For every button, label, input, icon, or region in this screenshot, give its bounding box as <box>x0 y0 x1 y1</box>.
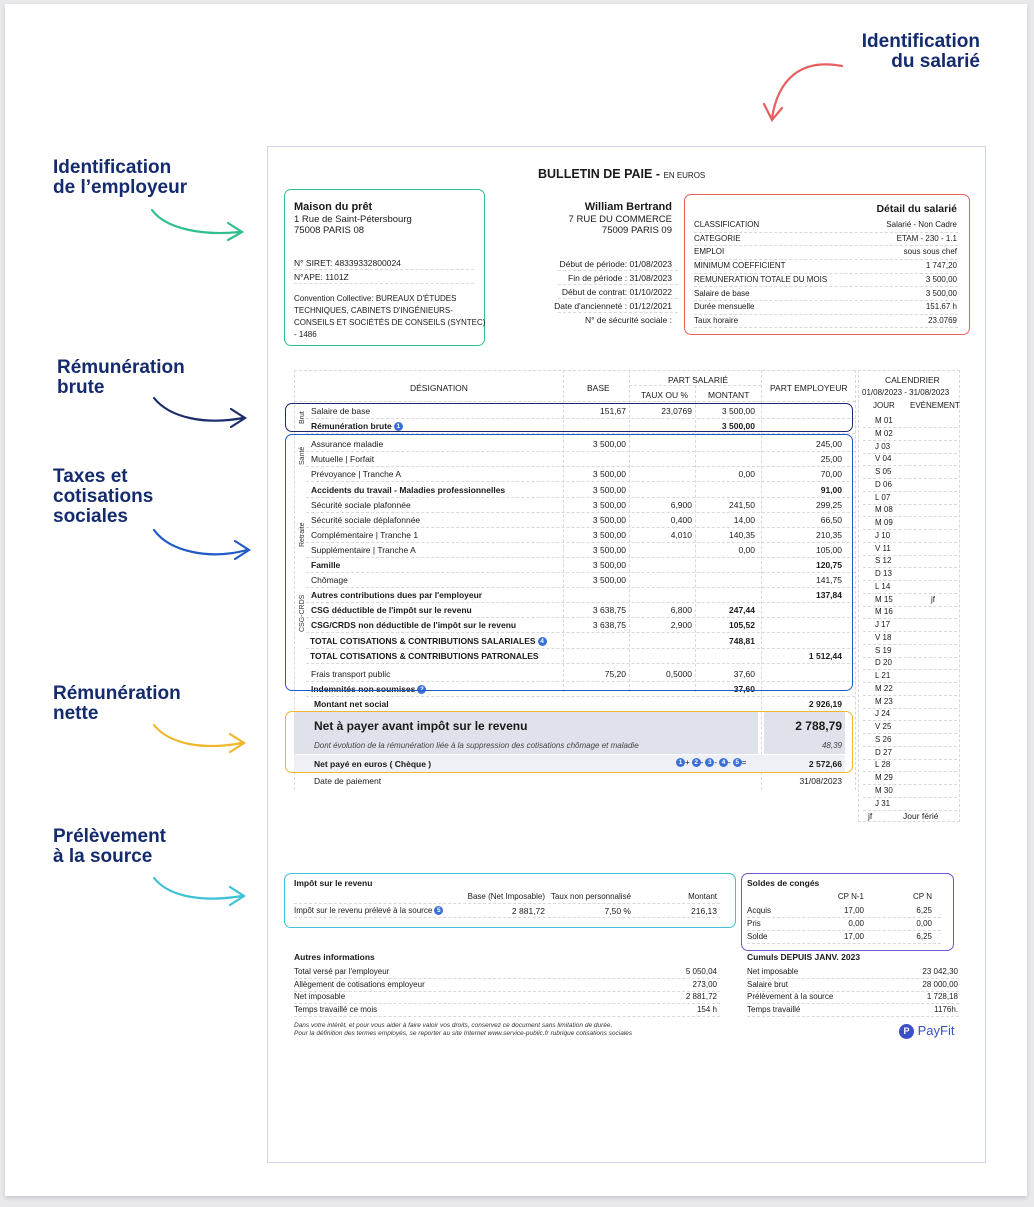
net-social-label: Montant net social <box>314 699 389 709</box>
annotation-line: Identification <box>861 31 980 52</box>
table-row-taux: 6,900 <box>670 499 692 510</box>
detail-value: 3 500,00 <box>925 274 957 284</box>
footnote-line: Pour la définition des termes employés, se reporter au site Internet www.service-public.fr rubrique cotisations sociales <box>294 1030 633 1037</box>
annotation-line: Rémunération <box>57 357 185 378</box>
autres-label: Temps travaillé ce mois <box>294 1005 378 1015</box>
cumuls-value: 28 000,00 <box>922 979 958 989</box>
calendar-day: J 17 <box>875 620 891 629</box>
evolution-label: Dont évolution de la rémunération liée à la suppression des cotisations chômage et maladie <box>314 741 639 750</box>
calendar-day: M 02 <box>875 428 893 438</box>
autres-value: 2 881,72 <box>685 992 717 1002</box>
soldes-col-n: CP N <box>913 892 932 901</box>
detail-divider <box>694 259 958 260</box>
calendar-day: D 13 <box>875 569 892 578</box>
calendar-day: M 29 <box>875 773 893 782</box>
table-row-label: Mutuelle | Forfait <box>311 454 375 465</box>
title-main: BULLETIN DE PAIE - <box>538 167 660 181</box>
table-row-taux: 0,400 <box>670 514 692 525</box>
formula-op: + <box>685 758 690 767</box>
table-row-employeur: 210,35 <box>816 529 842 540</box>
annotation-line: Taxes et <box>53 466 128 487</box>
soldes-n1: 0,00 <box>848 918 864 928</box>
calendar-day: M 08 <box>875 505 893 515</box>
arrow-prelevement-icon <box>154 878 244 905</box>
impot-label-text: Impôt sur le revenu prélevé à la source <box>294 906 433 915</box>
cumuls-label: Prélèvement à la source <box>747 992 834 1002</box>
table-row-base: 3 500,00 <box>592 544 626 555</box>
detail-value: 151.67 h <box>925 302 957 312</box>
soldes-n: 0,00 <box>916 918 932 928</box>
table-row-employeur: 245,00 <box>816 439 842 450</box>
table-row-base: 3 500,00 <box>592 514 626 525</box>
footnote-line: Dans votre intérêt, et pour vous aider à faire valoir vos droits, conservez ce document sans limitation de durée. <box>294 1022 613 1029</box>
autres-value: 5 050,04 <box>685 967 717 976</box>
detail-label: CATEGORIE <box>694 233 741 243</box>
table-row-label: CSG déductible de l'impôt sur le revenu <box>311 605 472 616</box>
date-paiement-value: 31/08/2023 <box>799 776 842 786</box>
calendar-day: S 26 <box>875 734 892 744</box>
date-paiement-label: Date de paiement <box>314 776 382 786</box>
table-row-montant: 37,60 <box>733 668 755 679</box>
detail-label: Taux horaire <box>694 315 739 325</box>
calendar-range: 01/08/2023 - 31/08/2023 <box>862 388 950 397</box>
table-row-taux: 4,010 <box>670 529 692 540</box>
detail-divider <box>694 245 958 246</box>
table-row-taux: 23,0769 <box>661 406 692 416</box>
cumuls-label: Temps travaillé <box>747 1005 801 1015</box>
detail-divider <box>694 327 958 328</box>
table-row-base: 3 500,00 <box>592 469 626 480</box>
formula-op: = <box>741 758 747 767</box>
table-row-label: CSG/CRDS non déductible de l'impôt sur le revenu <box>311 620 517 631</box>
annotation-line: cotisations <box>53 486 154 507</box>
table-row-label: Prévoyance | Tranche A <box>311 469 402 480</box>
table-row-base: 151,67 <box>600 406 626 416</box>
table-row-montant: 0,00 <box>738 544 755 555</box>
table-row-label: Sécurité sociale plafonnée <box>311 499 411 510</box>
calendar-day: V 11 <box>875 543 891 553</box>
impot-taux: 7,50 % <box>604 906 631 916</box>
soldes-divider <box>747 943 941 944</box>
calendar-day: M 01 <box>875 416 893 425</box>
table-row-label: TOTAL COTISATIONS & CONTRIBUTIONS PATRONALES <box>310 650 539 661</box>
taxes-highlight <box>285 434 853 691</box>
table-row-base: 3 500,00 <box>592 499 626 510</box>
ref-2-badge: 2 <box>692 758 701 767</box>
impot-col-montant: Montant <box>688 892 717 901</box>
table-row-label: Supplémentaire | Tranche A <box>311 544 416 555</box>
group-csg: CSG-CRDS <box>299 594 306 632</box>
calendar-day: M 23 <box>875 696 893 706</box>
soldes-title: Soldes de congés <box>747 878 820 888</box>
autres-label: Total versé par l'employeur <box>294 967 390 976</box>
table-row-taux: 6,800 <box>670 605 692 616</box>
table-row-base: 3 638,75 <box>592 620 626 631</box>
annotation-line: à la source <box>53 846 153 867</box>
ref-badge: 1 <box>394 422 403 431</box>
table-row-label: Frais transport public <box>311 668 391 679</box>
detail-divider <box>694 286 958 287</box>
formula-op: - <box>700 758 704 767</box>
table-row-label: Rémunération brute 1 <box>311 421 403 431</box>
calendar-day: J 24 <box>875 709 891 719</box>
detail-label: MINIMUM COEFFICIENT <box>694 261 786 271</box>
cumuls-label: Salaire brut <box>747 979 788 989</box>
table-row-label: TOTAL COTISATIONS & CONTRIBUTIONS SALARIALES 4 <box>310 636 547 646</box>
cumuls-label: Net imposable <box>747 967 799 976</box>
calendar-day: L 07 <box>875 492 891 502</box>
table-row-label: Sécurité sociale déplafonnée <box>311 514 421 525</box>
cumuls-title: Cumuls DEPUIS JANV. 2023 <box>747 952 861 962</box>
table-row-base: 3 500,00 <box>592 439 626 450</box>
employer-siret: N° SIRET: 48339332800024 <box>294 258 401 268</box>
table-row-base: 3 500,00 <box>592 484 626 495</box>
ref-4-badge: 4 <box>719 758 728 767</box>
table-row-employeur: 25,00 <box>820 454 842 465</box>
annotation-line: Rémunération <box>53 683 181 704</box>
impot-base: 2 881,72 <box>511 906 545 916</box>
detail-title: Détail du salarié <box>876 203 957 215</box>
calendar-day: L 14 <box>875 581 891 591</box>
calendar-day: M 30 <box>875 785 893 795</box>
group-sante: Santé <box>299 446 306 465</box>
brute-highlight <box>285 403 853 432</box>
annotation-line: brute <box>57 377 105 398</box>
calendar-day: L 28 <box>875 760 891 770</box>
detail-value: sous sous chef <box>903 247 957 257</box>
table-row-taux: 0,5000 <box>666 668 692 679</box>
table-row-employeur: 299,25 <box>816 499 842 510</box>
table-row-montant: 3 500,00 <box>721 406 755 416</box>
table-row-montant: 0,00 <box>738 469 755 480</box>
col-taux: TAUX OU % <box>641 390 689 400</box>
cumuls-value: 1176h. <box>934 1005 958 1015</box>
date-line: Début de période: 01/08/2023 <box>559 259 672 269</box>
net-avant-value: 2 788,79 <box>795 719 842 733</box>
detail-label: REMUNERATION TOTALE DU MOIS <box>694 274 828 284</box>
detail-value: 1 747,20 <box>925 261 957 271</box>
table-row-employeur: 70,00 <box>820 469 842 480</box>
ref-badge: 2 <box>417 685 426 694</box>
arrow-employeur-icon <box>152 210 242 240</box>
calendar-legend-value: Jour férié <box>903 811 939 821</box>
table-row-taux: 2,900 <box>670 620 692 631</box>
calendar-legend-key: jf <box>868 811 873 821</box>
calendar-day: S 12 <box>875 556 892 566</box>
calendar-col-jour: JOUR <box>873 401 895 410</box>
nette-highlight <box>285 711 853 773</box>
calendar-day: D 20 <box>875 658 892 668</box>
autres-label: Allègement de cotisations employeur <box>294 979 425 989</box>
soldes-n: 6,25 <box>916 906 932 915</box>
table-row-montant: 241,50 <box>729 499 755 510</box>
detail-divider <box>694 232 958 233</box>
table-row-montant: 748,81 <box>729 635 755 646</box>
table-row-employeur: 120,75 <box>816 560 842 570</box>
impot-col-taux: Taux non personnalisé <box>550 892 631 901</box>
table-row-base: 3 638,75 <box>592 605 626 616</box>
col-part-employeur: PART EMPLOYEUR <box>770 383 848 393</box>
payfit-brand: PayFit <box>917 1023 955 1038</box>
table-row-montant: 105,52 <box>729 620 755 631</box>
convention-line: Convention Collective: BUREAUX D'ÉTUDES <box>294 294 457 303</box>
calendar-event: jf <box>931 594 935 604</box>
autres-value: 273,00 <box>692 979 717 989</box>
annotation-line: de l’employeur <box>53 177 188 198</box>
impot-montant: 216,13 <box>691 906 717 916</box>
arrow-taxes-icon <box>154 530 249 559</box>
cumuls-value: 1 728,18 <box>926 992 958 1002</box>
payslip-title <box>538 167 705 181</box>
table-row-montant: 14,00 <box>733 514 755 525</box>
ref-5-badge: 5 <box>733 758 742 767</box>
footnote <box>294 1022 632 1038</box>
employer-city: 75008 PARIS 08 <box>294 225 365 236</box>
table-row-base: 3 500,00 <box>592 529 626 540</box>
evolution-value: 48,39 <box>821 741 842 750</box>
payfit-icon: P <box>899 1024 914 1039</box>
table-row-label: Complémentaire | Tranche 1 <box>311 529 419 540</box>
table-row-label: Accidents du travail - Maladies professionnelles <box>311 484 506 495</box>
detail-value: 23.0769 <box>928 315 957 325</box>
detail-label: Durée mensuelle <box>694 302 755 312</box>
date-line: Début de contrat: 01/10/2022 <box>561 287 672 297</box>
soldes-col-n1: CP N-1 <box>837 892 864 901</box>
employee-dates <box>554 257 672 327</box>
impot-title: Impôt sur le revenu <box>294 878 373 888</box>
col-montant: MONTANT <box>708 390 750 400</box>
detail-label: CLASSIFICATION <box>694 220 760 229</box>
table-row-employeur: 105,00 <box>816 544 842 555</box>
annotation-line: sociales <box>53 506 128 527</box>
autres-label: Net imposable <box>294 992 346 1002</box>
detail-divider <box>694 273 958 274</box>
table-row-base: 3 500,00 <box>592 575 626 586</box>
detail-value: 3 500,00 <box>925 288 957 298</box>
ref-5-badge: 5 <box>434 906 443 915</box>
soldes-n1: 17,00 <box>843 906 864 915</box>
calendar-title: CALENDRIER <box>885 375 940 385</box>
table-row-employeur: 91,00 <box>820 484 842 495</box>
convention-line: TECHNIQUES, CABINETS D'INGÉNIEURS- <box>294 306 453 315</box>
autres-divider <box>294 1016 720 1017</box>
detail-label: Salaire de base <box>694 288 750 298</box>
table-row-base: 75,20 <box>604 668 626 679</box>
calendar-day: J 31 <box>875 798 891 808</box>
detail-divider <box>694 300 958 301</box>
net-avant-label: Net à payer avant impôt sur le revenu <box>314 719 528 733</box>
soldes-n1: 17,00 <box>843 931 864 941</box>
calendar-day: V 18 <box>875 632 892 642</box>
soldes-label: Acquis <box>747 906 772 915</box>
calendar-day: J 03 <box>875 441 891 451</box>
impot-label <box>294 906 443 915</box>
group-brut: Brut <box>299 411 306 424</box>
table-row-employeur: 141,75 <box>816 575 842 586</box>
autres-value: 154 h <box>696 1005 717 1015</box>
ref-badge: 4 <box>538 637 547 646</box>
table-row-label: Famille <box>311 560 341 570</box>
table-row-label: Indemnités non soumises 2 <box>311 684 426 694</box>
calendar-day: D 06 <box>875 479 892 489</box>
calendar-day: D 27 <box>875 747 892 757</box>
table-row-employeur: 66,50 <box>820 514 842 525</box>
table-row-employeur: 1 512,44 <box>808 650 842 661</box>
calendar-day: J 10 <box>875 530 891 540</box>
employer-ape: N°APE: 1101Z <box>294 272 349 282</box>
calendar-day: V 04 <box>875 454 892 464</box>
net-paye-label: Net payé en euros ( Chèque ) <box>314 759 432 769</box>
convention-line: CONSEILS ET SOCIÉTÉS DE CONSEILS (SYNTEC) <box>294 318 486 327</box>
calendar-col-event: EVÈNEMENT <box>910 401 960 410</box>
soldes-label: Solde <box>747 931 768 941</box>
arrow-salarie-icon <box>764 64 842 120</box>
arrow-nette-icon <box>154 725 244 752</box>
table-row-base: 3 500,00 <box>592 560 626 570</box>
calendar-day: M 22 <box>875 683 893 693</box>
annotation-line: du salarié <box>891 51 980 72</box>
table-row-montant: 37,60 <box>733 683 755 694</box>
detail-divider <box>694 314 958 315</box>
payfit-logo <box>899 1023 954 1039</box>
formula-op: - <box>728 758 731 767</box>
calendar-day: M 16 <box>875 607 893 617</box>
net-paye-value: 2 572,66 <box>808 759 842 769</box>
calendar <box>858 370 960 822</box>
annotation-line: nette <box>53 703 99 724</box>
ref-1-badge: 1 <box>676 758 685 767</box>
table-row-divider <box>306 696 855 697</box>
date-line: Fin de période : 31/08/2023 <box>568 273 672 283</box>
calendar-day: M 09 <box>875 518 893 527</box>
calendar-day: M 15 <box>875 594 893 604</box>
group-retraite: Retraite <box>299 522 306 547</box>
employee-city: 75009 PARIS 09 <box>601 225 672 236</box>
employee-name: William Bertrand <box>584 201 672 213</box>
date-line: N° de sécurité sociale : <box>584 315 672 325</box>
col-designation: DÉSIGNATION <box>410 383 468 393</box>
date-line: Date d'ancienneté : 01/12/2021 <box>554 301 672 311</box>
table-row-montant: 140,35 <box>729 529 755 540</box>
col-part-salarie: PART SALARIÉ <box>668 375 728 385</box>
col-base: BASE <box>587 383 610 393</box>
employer-name: Maison du prêt <box>294 201 373 213</box>
convention-line: - 1486 <box>294 330 317 339</box>
detail-label: EMPLOI <box>694 247 725 257</box>
table-row-montant: 247,44 <box>729 605 755 616</box>
calendar-day: S 05 <box>875 467 892 476</box>
soldes-n: 6,25 <box>916 931 932 941</box>
cumuls-divider <box>747 1016 959 1017</box>
payslip-document <box>267 146 986 1163</box>
table-row-montant: 3 500,00 <box>721 421 755 432</box>
soldes-divider <box>747 917 941 918</box>
autres-divider <box>294 991 720 992</box>
table-row-label: Autres contributions dues par l'employeur <box>311 590 483 601</box>
table-row-label: Salaire de base <box>311 406 371 416</box>
detail-value: ETAM - 230 - 1.1 <box>896 233 957 243</box>
calendar-day: V 25 <box>875 722 892 731</box>
title-sub: EN EUROS <box>663 171 706 180</box>
arrow-brute-icon <box>154 398 245 427</box>
formula-op: - <box>714 758 718 767</box>
employer-convention <box>294 293 485 341</box>
ref-3-badge: 3 <box>705 758 714 767</box>
calendar-day: L 21 <box>875 671 891 680</box>
annotation-line: Identification <box>53 157 172 178</box>
employer-address: 1 Rue de Saint-Pétersbourg <box>294 214 412 225</box>
calendar-day: S 19 <box>875 645 892 655</box>
cumuls-value: 23 042,30 <box>922 967 958 976</box>
annotation-line: Prélèvement <box>53 826 167 847</box>
soldes-label: Pris <box>747 918 761 928</box>
table-row-employeur: 137,84 <box>816 590 842 601</box>
autres-title: Autres informations <box>294 952 375 962</box>
employee-address: 7 RUE DU COMMERCE <box>568 214 672 225</box>
impot-col-base: Base (Net Imposable) <box>467 892 545 901</box>
table-row-label: Assurance maladie <box>311 439 384 450</box>
table-row-label: Chômage <box>311 575 348 586</box>
net-social-value: 2 926,19 <box>808 699 842 709</box>
detail-value: Salarié - Non Cadre <box>886 220 957 229</box>
